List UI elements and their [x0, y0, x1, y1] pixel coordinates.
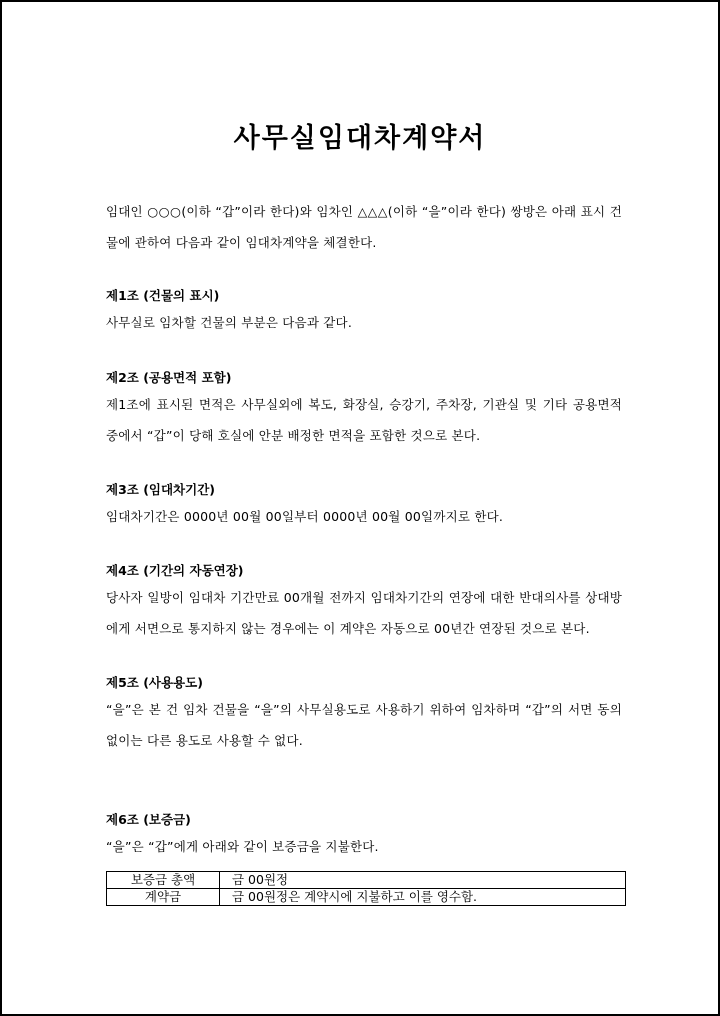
article-4-body: 당사자 일방이 임대차 기간만료 00개월 전까지 임대차기간의 연장에 대한 반대의사를 상대방에게 서면으로 통지하지 않는 경우에는 이 계약은 자동으로 00년간 연장된 것으로 본다.: [106, 590, 622, 636]
article-3-body: 임대차기간은 0000년 00월 00일부터 0000년 00월 00일까지로 한다.: [106, 509, 504, 524]
article-1-body: 사무실로 임차할 건물의 부분은 다음과 같다.: [106, 315, 352, 330]
deposit-total-label: 보증금 총액: [107, 872, 220, 889]
article-1-heading: 제1조 (건물의 표시): [106, 288, 220, 303]
article-5-heading: 제5조 (사용용도): [106, 675, 203, 690]
document-title: 사무실임대차계약서: [233, 123, 487, 154]
table-row: [107, 889, 626, 906]
deposit-total-value: 금 00원정: [220, 872, 626, 889]
article-2-heading: 제2조 (공용면적 포함): [106, 370, 232, 385]
intro-paragraph: 임대인 ○○○(이하 “갑”이라 한다)와 임차인 △△△(이하 “을”이라 한다) 쌍방은 아래 표시 건물에 관하여 다음과 같이 임대차계약을 체결한다.: [106, 204, 622, 250]
article-2-body: 제1조에 표시된 면적은 사무실외에 복도, 화장실, 승강기, 주차장, 기관실 및 기타 공용면적 중에서 “갑”이 당해 호실에 안분 배정한 면적을 포함한 것으로 본다.: [106, 397, 622, 443]
down-payment-value: 금 00원정은 계약시에 지불하고 이를 영수함.: [220, 889, 626, 906]
down-payment-label: 계약금: [107, 889, 220, 906]
article-6-heading: 제6조 (보증금): [106, 812, 191, 827]
table-row: [107, 872, 626, 889]
article-5-body: “을”은 본 건 임차 건물을 “을”의 사무실용도로 사용하기 위하여 임차하며 “갑”의 서면 동의 없이는 다른 용도로 사용할 수 없다.: [106, 702, 622, 748]
deposit-table: [106, 871, 626, 906]
article-4-heading: 제4조 (기간의 자동연장): [106, 563, 244, 578]
article-6-body: “을”은 “갑”에게 아래와 같이 보증금을 지불한다.: [106, 839, 379, 854]
article-3-heading: 제3조 (임대차기간): [106, 482, 216, 497]
